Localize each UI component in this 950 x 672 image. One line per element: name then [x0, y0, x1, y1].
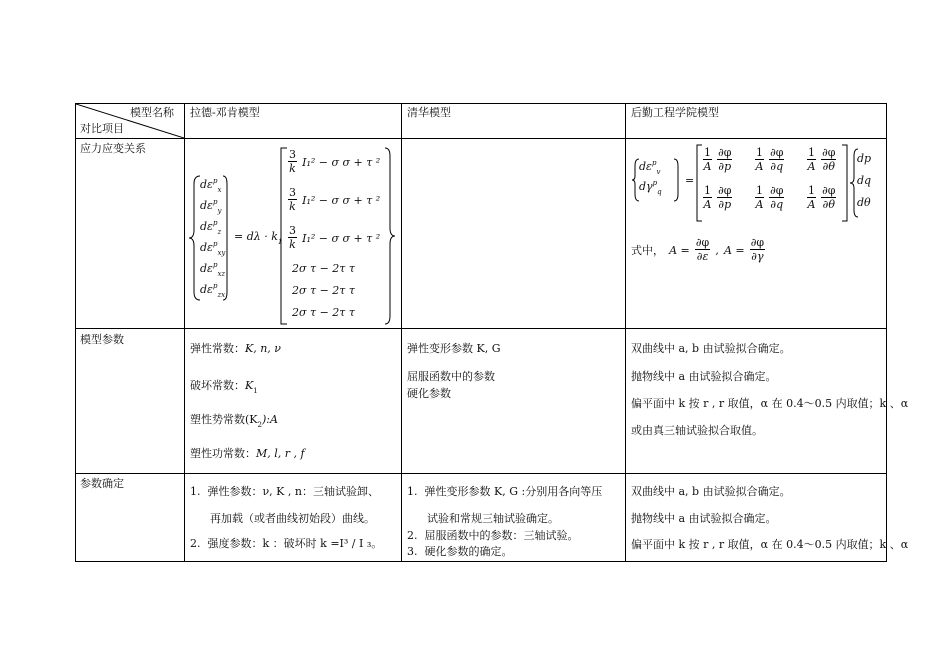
- lade-det-2: 2. 强度参数：k ：破坏时 k =I³ / I ₃。: [190, 537, 383, 550]
- houqin-det-2: 抛物线中 a 由试验拟合确定。: [631, 512, 777, 525]
- row-divider-1: [76, 138, 886, 139]
- houqin-left-brace-close: [673, 158, 683, 202]
- houqin-m12: $\frac{1}{A}$ $\frac{\partial\varphi}{\partial q}$: [755, 146, 784, 173]
- tsinghua-param-1: 弹性变形参数 K, G: [407, 342, 501, 355]
- col-header-houqin: 后勤工程学院模型: [631, 106, 719, 119]
- lade-param-plastic-work: 塑性功常数：M, l, r , f: [190, 447, 305, 460]
- tsinghua-det-3: 3. 硬化参数的确定。: [407, 545, 513, 558]
- houqin-param-2: 抛物线中 a 由试验拟合确定。: [631, 370, 777, 383]
- lade-param-elastic: 弹性常数：K, n, ν: [190, 342, 281, 355]
- lade-strain-3: $d\varepsilon^p_z$: [200, 219, 222, 236]
- col-divider-1: [184, 104, 185, 561]
- compare-item-label: 对比项目: [80, 122, 124, 135]
- row-label-param-determination: 参数确定: [80, 477, 124, 490]
- houqin-strain-1: $d\varepsilon^p_v$: [639, 159, 661, 176]
- houqin-det-3: 偏平面中 k 按 r , r 取值，α 在 0.4～0.5 内取值；k 、α: [631, 538, 909, 551]
- lade-det-1: 1. 弹性参数：ν, K , n：三轴试验卸、: [190, 485, 379, 498]
- lade-param-failure: 破坏常数：$K_1$: [190, 379, 258, 395]
- houqin-det-1: 双曲线中 a, b 由试验拟合确定。: [631, 485, 791, 498]
- lade-stress-row-4: 2σ τ − 2τ τ: [292, 262, 355, 275]
- houqin-m22: $\frac{1}{A}$ $\frac{\partial\varphi}{\partial q}$: [755, 184, 784, 211]
- houqin-m21: $\frac{1}{A}$ $\frac{\partial\varphi}{\partial p}$: [703, 184, 732, 211]
- lade-formula: [188, 144, 398, 326]
- houqin-strain-2: $d\gamma^p_q$: [639, 179, 662, 196]
- houqin-equals: =: [685, 174, 695, 187]
- lade-det-1-cont: 再加载（或者曲线初始段）曲线。: [210, 512, 375, 525]
- tsinghua-param-2: 屈服函数中的参数: [407, 370, 495, 383]
- houqin-m13: $\frac{1}{A}$ $\frac{\partial\varphi}{\partial\theta}$: [807, 146, 836, 173]
- lade-strain-5: $d\varepsilon^p_{xz}$: [200, 261, 226, 278]
- tsinghua-det-2: 2. 屈服函数中的参数：三轴试验。: [407, 529, 579, 542]
- lade-right-brace-open: [278, 146, 288, 326]
- tsinghua-det-1-cont: 试验和常规三轴试验确定。: [427, 512, 559, 525]
- lade-strain-6: $d\varepsilon^p_{zx}$: [200, 282, 226, 299]
- houqin-param-1: 双曲线中 a, b 由试验拟合确定。: [631, 342, 791, 355]
- lade-stress-row-2: $\frac{3}{k}$ I₁² − σ σ + τ ²: [289, 186, 381, 213]
- lade-strain-4: $d\varepsilon^p_{xy}$: [200, 240, 226, 257]
- lade-strain-1: $d\varepsilon^p_x$: [200, 177, 222, 194]
- lade-stress-row-6: 2σ τ − 2τ τ: [292, 306, 355, 319]
- lade-param-plastic-potential: 塑性势常数$(K_2):A$: [190, 413, 278, 429]
- lade-stress-row-3: $\frac{3}{k}$ I₁² − σ σ + τ ²: [289, 224, 381, 251]
- row-divider-2: [76, 328, 886, 329]
- houqin-dp: dp: [857, 152, 872, 165]
- tsinghua-det-1: 1. 弹性变形参数 K, G :分别用各向等压: [407, 485, 603, 498]
- lade-stress-row-1: $\frac{3}{k}$ I₁² − σ σ + τ ²: [289, 148, 381, 175]
- lade-stress-row-5: 2σ τ − 2τ τ: [292, 284, 355, 297]
- houqin-formula: [631, 144, 883, 274]
- houqin-m23: $\frac{1}{A}$ $\frac{\partial\varphi}{\partial\theta}$: [807, 184, 836, 211]
- lade-right-brace-close: [384, 146, 396, 326]
- houqin-param-3: 偏平面中 k 按 r , r 取值，α 在 0.4～0.5 内取值；k 、α: [631, 397, 909, 410]
- houqin-dq: dq: [857, 174, 872, 187]
- houqin-matrix: [703, 144, 863, 222]
- col-divider-2: [401, 104, 402, 561]
- comparison-table: [75, 103, 909, 562]
- row-label-stress-strain: 应力应变关系: [80, 142, 146, 155]
- col-header-lade: 拉德-邓肯模型: [190, 106, 260, 119]
- houqin-param-4: 或由真三轴试验拟合取值。: [631, 424, 763, 437]
- lade-strain-2: $d\varepsilon^p_y$: [200, 198, 222, 215]
- row-divider-3: [76, 473, 886, 474]
- col-divider-3: [625, 104, 626, 561]
- lade-eq-mid: = $d\lambda \cdot k_1$: [234, 230, 283, 246]
- houqin-matrix-open: [695, 144, 703, 222]
- row-label-model-params: 模型参数: [80, 333, 124, 346]
- houqin-where: 式中， A = $\frac{\partial\varphi}{\partial\varepsilon}$ , A = $\frac{\partial\varphi}{\partial\gamma}$: [631, 236, 765, 263]
- tsinghua-param-3: 硬化参数: [407, 387, 451, 400]
- houqin-matrix-close: [841, 144, 849, 222]
- model-name-label: 模型名称: [130, 106, 174, 119]
- houqin-dtheta: dθ: [857, 196, 871, 209]
- houqin-m11: $\frac{1}{A}$ $\frac{\partial\varphi}{\partial p}$: [703, 146, 732, 173]
- col-header-tsinghua: 清华模型: [407, 106, 451, 119]
